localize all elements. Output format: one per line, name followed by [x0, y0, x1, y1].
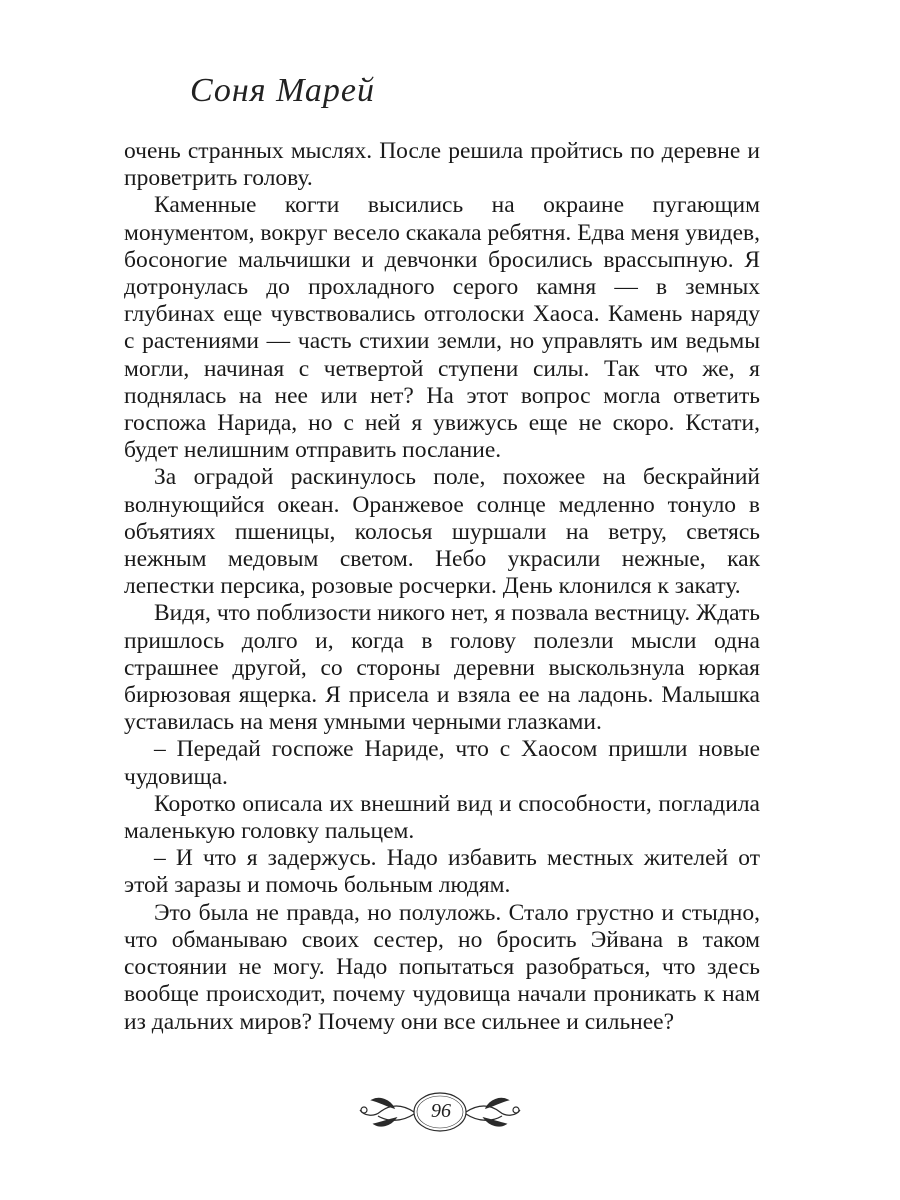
- paragraph: Коротко описала их внешний вид и способности, погладила маленькую головку пальцем.: [124, 790, 760, 845]
- paragraph: Видя, что поблизости никого нет, я позвала вестницу. Ждать пришлось долго и, когда в голову полезли мысли одна страшнее другой, со стороны деревни выскользнула юркая бирюзовая ящерка. Я присела и взяла ее на ладонь. Малышка уставилась на меня умными черными глазками.: [124, 600, 760, 736]
- running-head-author: Соня Марей: [190, 72, 376, 109]
- paragraph: – И что я задержусь. Надо избавить местных жителей от этой заразы и помочь больным людям.: [124, 845, 760, 899]
- paragraph: Каменные когти высились на окраине пугающим монументом, вокруг весело скакала ребятня. Едва меня увидев, босоногие мальчишки и девчонки бросились врассыпную. Я дотронулась до прохладного серого камня — в земных глубинах еще чувствовались отголоски Хаоса. Камень наряду с растениями — часть стихии земли, но управлять им ведьмы могли, начиная с четвертой ступени силы. Так что же, я поднялась на нее или нет? На этот вопрос могла ответить госпожа Нарида, но с ней я увижусь еще не скоро. Кстати, будет нелишним отправить послание.: [124, 192, 760, 464]
- paragraph: – Передай госпоже Нариде, что с Хаосом пришли новые чудовища.: [124, 736, 760, 790]
- body-text: [124, 138, 760, 1036]
- page-number: 96: [431, 1100, 451, 1122]
- paragraph: очень странных мыслях. После решила пройтись по деревне и проветрить голову.: [124, 138, 760, 192]
- paragraph: За оградой раскинулось поле, похожее на бескрайний волнующийся океан. Оранжевое солнце медленно тонуло в объятиях пшеницы, колосья шуршали на ветру, светясь нежным медовым светом. Небо украсили нежные, как лепестки персика, розовые росчерки. День клонился к закату.: [124, 464, 760, 600]
- paragraph: Это была не правда, но полуложь. Стало грустно и стыдно, что обманываю своих сестер, но бросить Эйвана в таком состоянии не могу. Надо попытаться разобраться, что здесь вообще происходит, почему чудовища начали проникать к нам из дальних миров? Почему они все сильнее и сильнее?: [124, 899, 760, 1035]
